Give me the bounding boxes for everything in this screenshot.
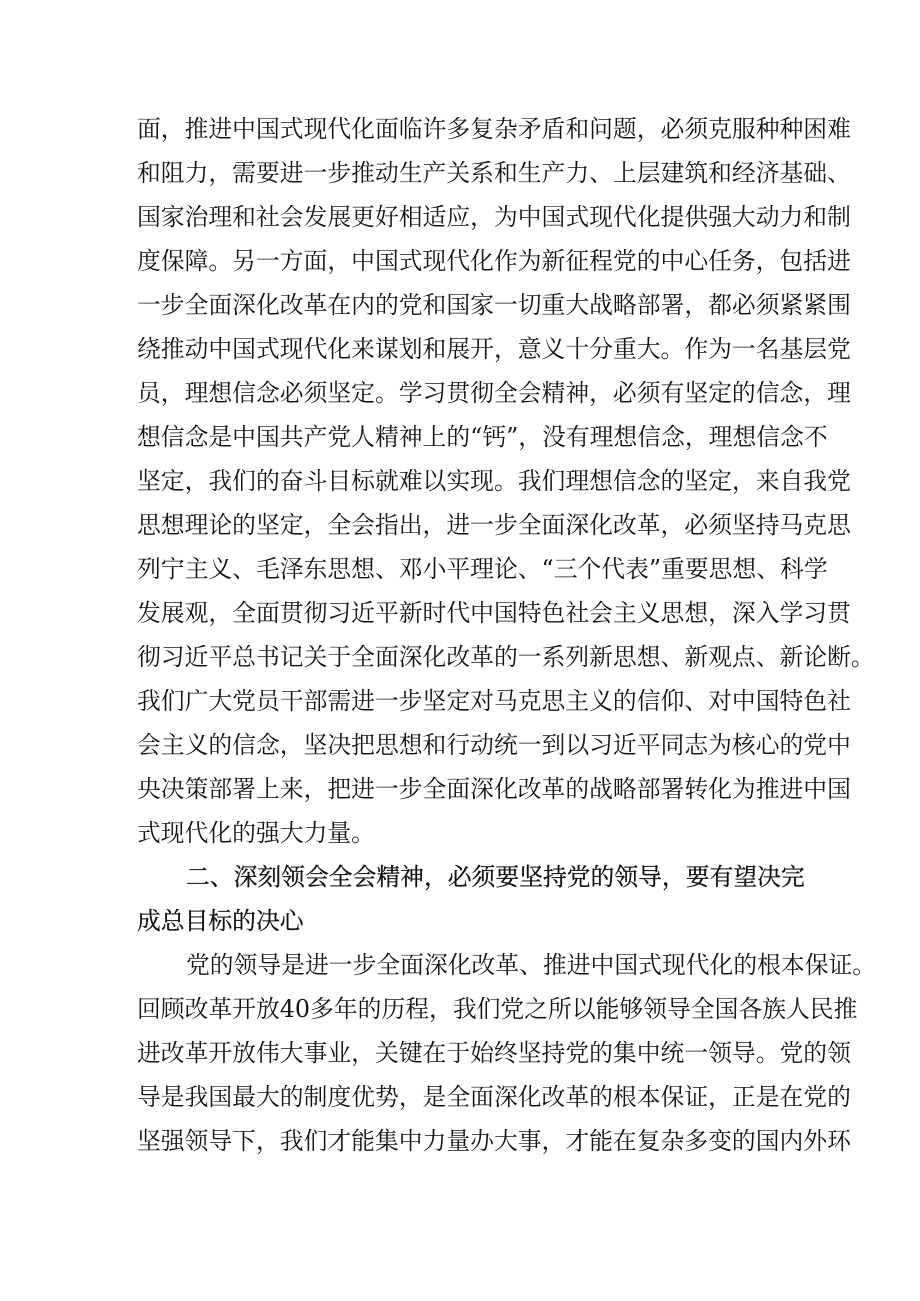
paragraph-line: 式现代化的强大力量。 [137,819,375,847]
paragraph-line: 思想理论的坚定，全会指出，进一步全面深化改革，必须坚持马克思 [137,511,851,539]
paragraph-line: 一步全面深化改革在内的党和国家一切重大战略部署，都必须紧紧围 [137,291,851,319]
paragraph-line: 彻习近平总书记关于全面深化改革的一系列新思想、新观点、新论断。 [137,643,875,671]
heading-line: 二、深刻领会全会精神，必须要坚持党的领导，要有望决完 [186,863,805,891]
paragraph-line: 发展观，全面贯彻习近平新时代中国特色社会主义思想，深入学习贯 [137,599,851,627]
paragraph-line: 绕推动中国式现代化来谋划和展开，意义十分重大。作为一名基层党 [137,335,851,363]
paragraph-line: 回顾改革开放40多年的历程，我们党之所以能够领导全国各族人民推 [137,995,858,1023]
paragraph-line: 会主义的信念，坚决把思想和行动统一到以习近平同志为核心的党中 [137,731,851,759]
paragraph-line: 央决策部署上来，把进一步全面深化改革的战略部署转化为推进中国 [137,775,851,803]
paragraph-line: 面，推进中国式现代化面临许多复杂矛盾和问题，必须克服种种困难 [137,115,851,143]
paragraph-line: 我们广大党员干部需进一步坚定对马克思主义的信仰、对中国特色社 [137,687,851,715]
paragraph-line: 想信念是中国共产党人精神上的“钙”，没有理想信念，理想信念不 [137,423,828,451]
paragraph-line: 党的领导是进一步全面深化改革、推进中国式现代化的根本保证。 [186,951,877,979]
paragraph-line: 国家治理和社会发展更好相适应，为中国式现代化提供强大动力和制 [137,203,851,231]
paragraph-line: 进改革开放伟大事业，关键在于始终坚持党的集中统一领导。党的领 [137,1039,851,1067]
paragraph-line: 导是我国最大的制度优势，是全面深化改革的根本保证，正是在党的 [137,1083,851,1111]
paragraph-line: 列宁主义、毛泽东思想、邓小平理论、“三个代表”重要思想、科学 [137,555,828,583]
paragraph-line: 员，理想信念必须坚定。学习贯彻全会精神，必须有坚定的信念，理 [137,379,851,407]
paragraph-line: 度保障。另一方面，中国式现代化作为新征程党的中心任务，包括进 [137,247,851,275]
paragraph-line: 和阻力，需要进一步推动生产关系和生产力、上层建筑和经济基础、 [137,159,851,187]
paragraph-line: 坚强领导下，我们才能集中力量办大事，才能在复杂多变的国内外环 [137,1127,851,1155]
heading-line: 成总目标的决心 [137,907,304,935]
paragraph-line: 坚定，我们的奋斗目标就难以实现。我们理想信念的坚定，来自我党 [137,467,851,495]
